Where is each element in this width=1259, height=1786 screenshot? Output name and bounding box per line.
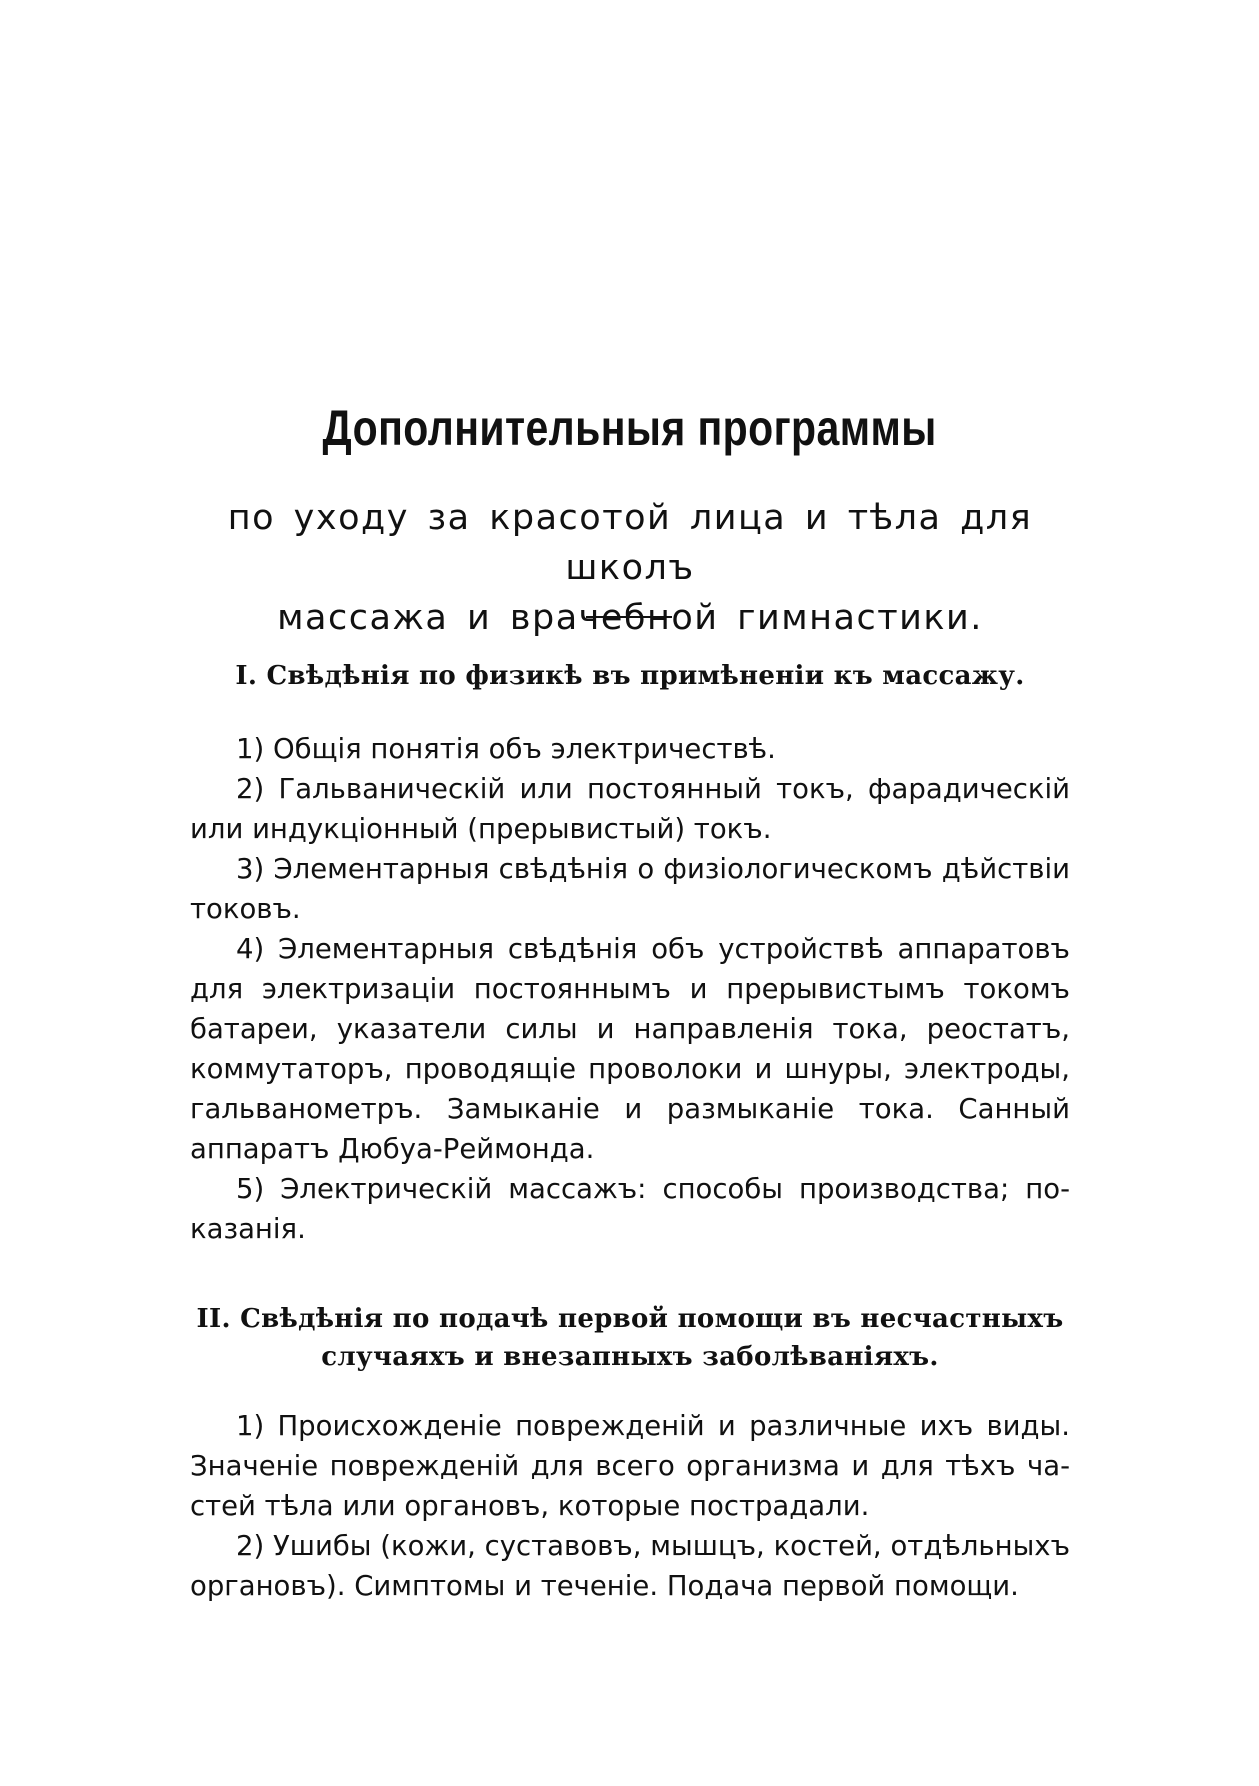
list-item: 1) Общія понятія объ электричествѣ. xyxy=(236,733,776,765)
section-2-heading-line-1: II. Свѣдѣнія по подачѣ первой помощи въ несчастныхъ xyxy=(196,1304,1064,1334)
page-subtitle xyxy=(190,493,1070,643)
page-title: Дополнительныя программы xyxy=(322,400,937,456)
subtitle-line-2: массажа и врачебной гимнастики. xyxy=(277,598,983,638)
section-2-list xyxy=(190,1406,1070,1606)
list-item: 2) Ушибы (кожи, суставовъ, мышцъ, костей, отдѣльныхъ органовъ). Симптомы и теченіе. Подача первой помощи. xyxy=(190,1530,1070,1602)
list-item: 4) Элементарныя свѣдѣнія объ устройствѣ аппаратовъ для электризаціи постояннымъ и прерывистымъ токомъ батареи, указатели силы и направленія тока, реостатъ, коммутаторъ, проводящіе проволоки и шнуры, электроды, гальванометръ. Замыканіе и размыканіе тока. Санный аппаратъ Дюбуа-Реймонда. xyxy=(190,933,1070,1165)
section-2-heading-line-2: случаяхъ и внезапныхъ заболѣваніяхъ. xyxy=(321,1342,939,1372)
list-item: 5) Электрическій массажъ: способы производства; показанія. xyxy=(190,1173,1070,1245)
list-item: 1) Происхожденіе поврежденій и различные ихъ виды. Значеніе поврежденій для всего организма и для тѣхъ частей тѣла или органовъ, которые пострадали. xyxy=(190,1410,1070,1522)
section-1-heading: I. Свѣдѣнія по физикѣ въ примѣненіи къ массажу. xyxy=(235,661,1025,691)
section-2-heading xyxy=(175,1300,1085,1376)
title-divider xyxy=(586,616,672,618)
section-1-list xyxy=(190,729,1070,1249)
list-item: 2) Гальваническій или постоянный токъ, фарадическій или индукціонный (прерывистый) токъ. xyxy=(190,773,1070,845)
list-item: 3) Элементарныя свѣдѣнія о физіологическомъ дѣйствіи токовъ. xyxy=(190,853,1070,925)
subtitle-line-1: по уходу за красотой лица и тѣла для школъ xyxy=(227,498,1033,588)
